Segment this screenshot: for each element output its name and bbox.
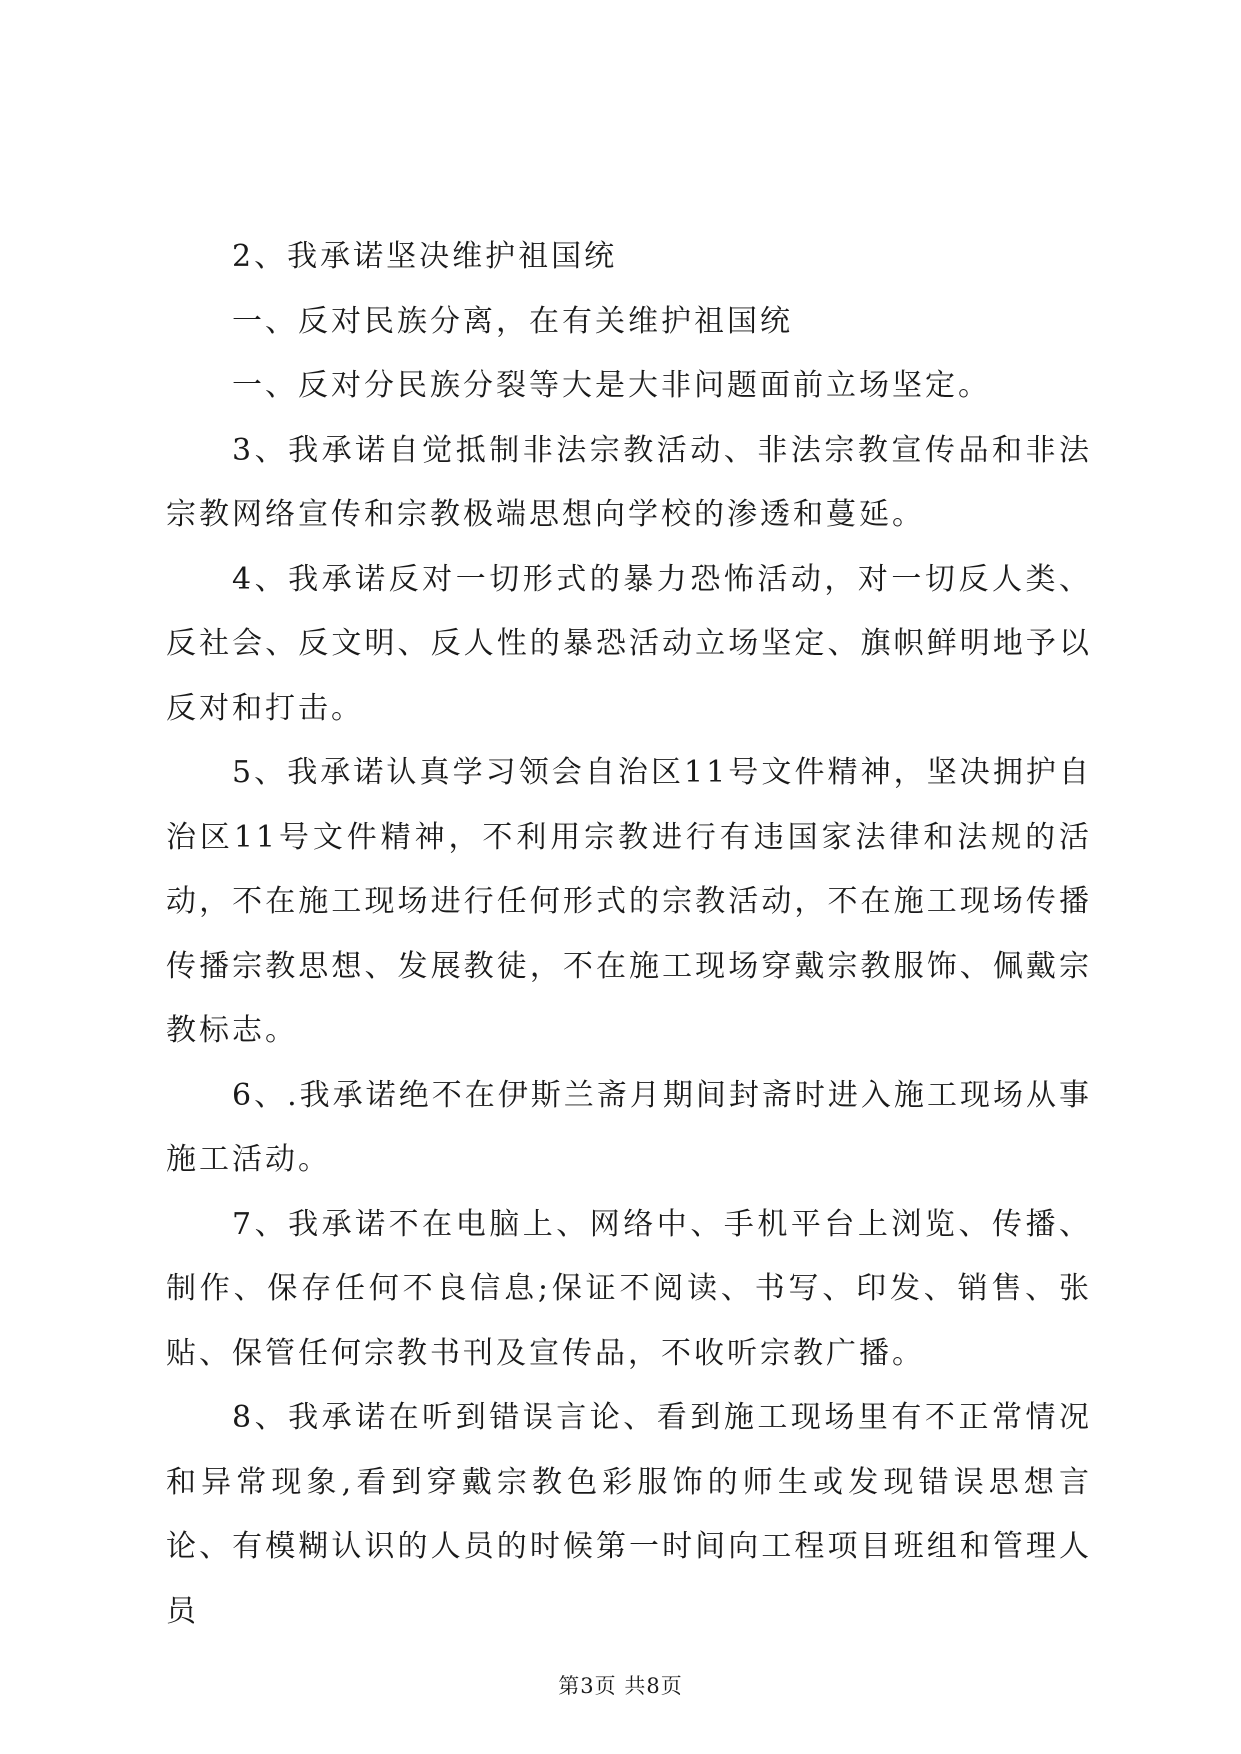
paragraph-item-5: 5、我承诺认真学习领会自治区11号文件精神，坚决拥护自治区11号文件精神，不利用宗教进行有违国家法律和法规的活动，不在施工现场进行任何形式的宗教活动，不在施工现场传播传播宗教思想、发展教徒，不在施工现场穿戴宗教服饰、佩戴宗教标志。: [166, 755, 1092, 1048]
document-body: [166, 225, 1092, 1644]
page-number-footer: 第3页 共8页: [558, 1674, 683, 1698]
paragraph-item-4: 4、我承诺反对一切形式的暴力恐怖活动，对一切反人类、反社会、反文明、反人性的暴恐活动立场坚定、旗帜鲜明地予以反对和打击。: [166, 561, 1092, 726]
paragraph-item-8: 8、我承诺在听到错误言论、看到施工现场里有不正常情况和异常现象,看到穿戴宗教色彩服饰的师生或发现错误思想言论、有模糊认识的人员的时候第一时间向工程项目班组和管理人员: [166, 1400, 1092, 1629]
paragraph-item-3: 3、我承诺自觉抵制非法宗教活动、非法宗教宣传品和非法宗教网络宣传和宗教极端思想向学校的渗透和蔓延。: [166, 432, 1092, 532]
paragraph-oppose-split: 一、反对分民族分裂等大是大非问题面前立场坚定。: [232, 368, 991, 403]
paragraph-item-7: 7、我承诺不在电脑上、网络中、手机平台上浏览、传播、制作、保存任何不良信息;保证不阅读、书写、印发、销售、张贴、保管任何宗教书刊及宣传品，不收听宗教广播。: [166, 1206, 1092, 1371]
paragraph-item-6: 6、.我承诺绝不在伊斯兰斋月期间封斋时进入施工现场从事施工活动。: [166, 1077, 1092, 1177]
paragraph-item-2-pledge-unity: 2、我承诺坚决维护祖国统: [232, 239, 618, 274]
paragraph-oppose-separation: 一、反对民族分离，在有关维护祖国统: [232, 303, 793, 339]
